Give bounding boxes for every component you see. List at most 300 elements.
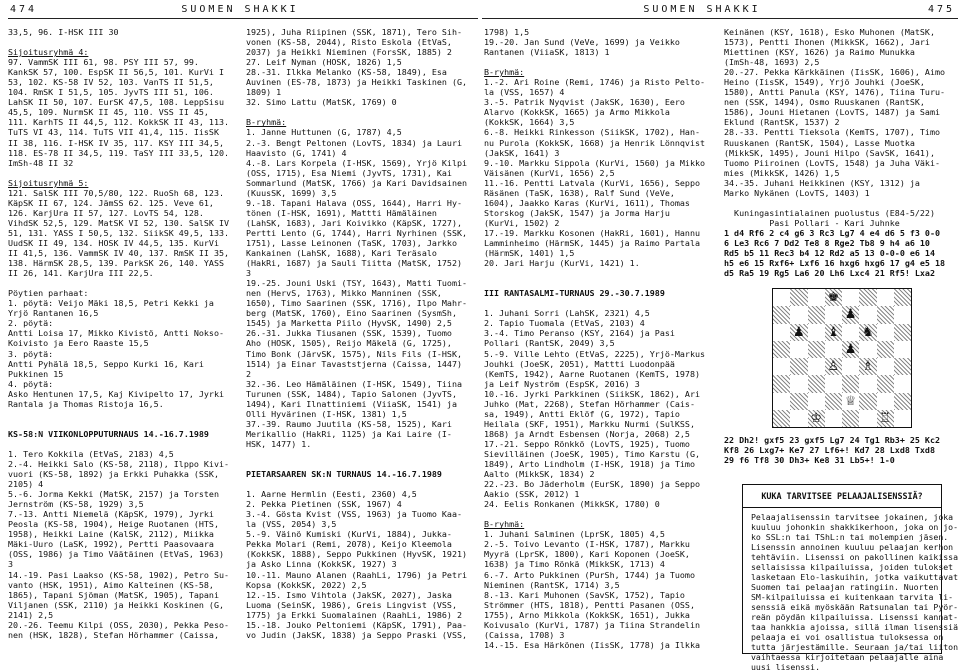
- text-line: 1580), Antti Panula (KSY, 1476), Tiina Turu-: [724, 87, 946, 98]
- text-line: 2.-3. Bengt Peltonen (LovTS, 1834) ja Lauri: [246, 137, 463, 148]
- text-line: ja Asko Linna (KokkSK, 1927) 3: [246, 559, 397, 570]
- game-moves-continued: [724, 435, 958, 469]
- text-line: Jernström (KS-58, 1929) 3,5: [8, 499, 144, 510]
- text-line: 1494), Kari Ilnattiniemi (ViiaSK, 1541) ja: [246, 398, 457, 409]
- text-line: 1751), Lasse Leinonen (TaSK, 1703), Jarkko: [246, 237, 457, 248]
- text-line: [8, 278, 234, 288]
- text-line: 2037) ja Heikki Nieminen (ForsSK, 1885) 2: [246, 47, 452, 58]
- left-running-title: SUOMEN SHAKKI: [181, 4, 299, 15]
- text-line: Timo Bonk (JärvSK, 1575), Nils Fils (I-HSK,: [246, 348, 463, 359]
- text-line: Pollari (RantSK, 2049) 3,5: [484, 338, 615, 349]
- chess-square: [773, 306, 790, 323]
- text-line: 6 Le3 Rc6 7 Dd2 Te8 8 Rge2 Tb8 9 h4 a6 10: [724, 237, 930, 248]
- text-line: II 38, 116. I-HSK IV 35, 117. KSY III 34,5,: [8, 137, 225, 148]
- chess-square: [859, 306, 876, 323]
- chess-square: [877, 324, 894, 341]
- text-line: 97. VammSK III 61, 98. PSY III 57, 99.: [8, 57, 199, 68]
- text-line: (HakRi, 1687) ja Sauli Tiitta (MatSK, 1752): [246, 258, 463, 269]
- chess-diagram: [772, 288, 912, 428]
- text-line: nen (SSK, 1494), Osmo Ruuskanen (RantSK,: [724, 97, 925, 108]
- text-line: [246, 479, 476, 489]
- text-line: [484, 509, 712, 519]
- chess-square: [894, 358, 911, 375]
- text-line: 1.-2. Ari Roine (Remi, 1746) ja Risto Pelto-: [484, 77, 706, 88]
- text-line: II 26, 141. KarjUra III 22,5.: [8, 268, 154, 279]
- text-line: 2.-5. Toivo Levanto (I-HSK, 1787), Markku: [484, 539, 690, 550]
- notice-line: kuuluu johonkin shakkikerhoon, joka on jo-: [751, 522, 959, 532]
- text-line: Koivusalo (KurVi, 1787) ja Tiina Strandelin: [484, 619, 701, 630]
- text-line: 1650), Timo Saarinen (SSK, 1716), Ilpo Mahr-: [246, 298, 468, 309]
- text-line: Yrjö Rantanen 16,5: [8, 308, 99, 319]
- right-running-title: SUOMEN SHAKKI: [643, 4, 761, 15]
- text-line: Antti Loisa 17, Mikko Kivistö, Antti Nokso-: [8, 328, 225, 339]
- text-line: 1809) 1: [246, 87, 282, 98]
- text-line: Tuomo Piiroinen (LovTS, 1548) ja Juha Väki-: [724, 157, 941, 168]
- left-page: [0, 0, 480, 660]
- text-line: [246, 449, 476, 459]
- chess-square: [825, 410, 842, 427]
- chess-piece-square: ♗: [859, 358, 876, 375]
- text-line: 19.-20. Jan Sund (VeVe, 1699) ja Veikko: [484, 37, 680, 48]
- text-line: 51, 131. YASS I 50,5, 132. SiikSK 49,5, 133.: [8, 227, 230, 238]
- chess-square: [790, 358, 807, 375]
- right-page-number: 475: [928, 4, 956, 15]
- text-line: Peosla (KS-58, 1904), Heige Ruotanen (HTS,: [8, 519, 219, 530]
- text-line: 118. ES-78 II 34,5, 119. TaSY III 33,5, 120.: [8, 147, 230, 158]
- chess-square: [773, 341, 790, 358]
- text-line: Aakio (SSK, 2012) 1: [484, 489, 580, 500]
- text-line: berg (MatSK, 1760), Eino Saarinen (SysmSh,: [246, 308, 457, 319]
- text-line: Luoma (SeinSK, 1986), Greis Lingvist (VSS,: [246, 599, 457, 610]
- text-line: 29 f6 Tf8 30 Dh3+ Ke8 31 Lb5+! 1-0: [724, 455, 895, 466]
- text-line: 6.-8. Heikki Rinkesson (SiikSK, 1702), Han-: [484, 127, 701, 138]
- text-line: Antti Pyhälä 18,5, Seppo Kurki 16, Kari: [8, 358, 204, 369]
- chess-square: [773, 410, 790, 427]
- chess-piece-square: ♚: [825, 289, 842, 306]
- text-line: [246, 459, 476, 469]
- text-line: Asko Hentunen 17,5, Kaj Kivipelto 17, Jyrki: [8, 388, 225, 399]
- text-line: 1573), Pentti Ihonen (MikkSK, 1662), Jari: [724, 37, 930, 48]
- text-line: 28.-31. Ilkka Melanko (KS-58, 1849), Esa: [246, 67, 447, 78]
- text-line: 121. SalSK III 70,5/80, 122. RuoSh 68, 123.: [8, 187, 225, 198]
- text-line: 1. Aarne Hermlin (Eesti, 2360) 4,5: [246, 489, 417, 500]
- text-line: 34.-35. Juhani Heikkinen (KSY, 1312) ja: [724, 177, 920, 188]
- text-line: Väisänen (KurVi, 1656) 2,5: [484, 167, 615, 178]
- chess-square: [894, 324, 911, 341]
- text-line: Rantala ja Thomas Ristoja 16,5.: [8, 398, 164, 409]
- text-line: (KokkSK, 1664) 3,5: [484, 117, 575, 128]
- chess-square: [877, 306, 894, 323]
- text-line: 1604), Jaakko Karas (KurVi, 1611), Thomas: [484, 197, 690, 208]
- text-line: 9.-10. Markku Sippola (KurVi, 1560) ja Mikko: [484, 157, 706, 168]
- text-line: vuori (KS-58, 1892) ja Erkki Puhakka (SSK,: [8, 469, 219, 480]
- chess-piece-square: ♙: [825, 358, 842, 375]
- text-line: 15.-18. Jouko Peltoniemi (KäpSK, 1791), Paa-: [246, 619, 468, 630]
- chess-square: [790, 341, 807, 358]
- text-line: Aho (HOSK, 1505), Reijo Mäkelä (G, 1725),: [246, 338, 452, 349]
- text-line: Juhko (Mat, 2268), Stefan Hörhammer (Cais-: [484, 398, 695, 409]
- text-line: Aalto (MikkSK, 1834) 2: [484, 469, 595, 480]
- notice-line: ko SSL:n tai TShL:n tai molempien jäsen.: [751, 532, 949, 542]
- text-line: h5 e6 15 Rxf6+ Lxf6 16 hxg6 hxg6 17 g4 e5 18: [724, 258, 946, 269]
- chess-square: [894, 410, 911, 427]
- text-line: Mäki-Uuro (LaSK, 1992), Pertti Paasovaara: [8, 539, 214, 550]
- chess-square: [842, 410, 859, 427]
- text-line: (HärmSK, 1401) 1,5: [484, 248, 575, 259]
- text-line: la (VSS, 1657) 4: [484, 87, 565, 98]
- notice-line: tehtäviin. Lisenssi on pakollinen kaikissa: [751, 552, 959, 562]
- text-line: Sommarlund (MatSK, 1766) ja Kari Davidsainen: [246, 177, 468, 188]
- text-line: KankSK 57, 100. EspSK II 56,5, 101. KurVi I: [8, 67, 225, 78]
- text-line: Nieminen (RantSK, 1714) 3,5: [484, 579, 620, 590]
- text-line: 3: [246, 268, 252, 279]
- notice-line: Suomen tai pelaajan ratingiin. Nuorten: [751, 582, 939, 592]
- notice-line: Pelaajalisenssin tarvitsee jokainen, joka: [751, 512, 954, 522]
- text-line: 33,5, 96. I-HSK III 30: [8, 27, 119, 37]
- text-line: (KurVi, 1502) 2: [484, 217, 560, 228]
- text-line: Rantanen (ViiaSK, 1813) 1: [484, 47, 610, 58]
- chess-piece-square: ♝: [825, 324, 842, 341]
- text-line: 5.-9. Ville Lehto (EtVaS, 2225), Yrjö-Markus: [484, 348, 706, 359]
- text-line: (KemTS, 1942), Aarne Ruotanen (KemTS, 1978): [484, 368, 701, 379]
- text-line: (LahSK, 1683), Jari Koivikko (KäpSK, 1727),: [246, 217, 463, 228]
- chess-square: [790, 393, 807, 410]
- text-line: 11.-16. Pentti Latvala (KurVi, 1656), Seppo: [484, 177, 701, 188]
- text-line: Sijoitusryhmä 4:: [8, 47, 89, 58]
- text-line: III RANTASALMI-TURNAUS 29.-30.7.1989: [484, 288, 665, 299]
- text-line: 111. KarhTS II 44,5, 112. KokkSK II 43, 113.: [8, 117, 230, 128]
- chess-square: [773, 375, 790, 392]
- text-line: Räsänen (TaSK, 1638), Ralf Sund (VeVe,: [484, 187, 675, 198]
- text-line: [8, 168, 234, 178]
- chess-square: [773, 393, 790, 410]
- text-line: [8, 419, 234, 429]
- text-line: Merikallio (HakRi, 1125) ja Kai Laire (I-: [246, 428, 452, 439]
- text-line: 20. Jari Harju (KurVi, 1421) 1.: [484, 258, 640, 269]
- chess-square: [808, 341, 825, 358]
- chess-square: [825, 341, 842, 358]
- left-header-rule: [8, 18, 478, 19]
- left-column-1: [8, 27, 234, 655]
- text-line: 10.-16. Jyrki Parkkinen (SiikSK, 1862), Ari: [484, 388, 701, 399]
- text-line: Pukkinen 15: [8, 368, 64, 379]
- text-line: Miettinen (KSY, 1626) ja Raimo Munukka: [724, 47, 915, 58]
- text-line: Kuningasintialainen puolustus (E84-5/22): [724, 207, 935, 218]
- text-line: 3.-4. Timo Peranso (KSY, 2164) ja Pasi: [484, 328, 675, 339]
- chess-square: [894, 306, 911, 323]
- chess-piece-square: ♖: [877, 410, 894, 427]
- chess-square: [808, 393, 825, 410]
- notice-body: [743, 512, 959, 672]
- text-line: (OSS, 1986) ja Timo Väätäinen (EtVaS, 1963): [8, 549, 225, 560]
- text-line: 1755), Arno Mikkola (KokkSK, 1651), Jukka: [484, 609, 690, 620]
- text-line: 17.-21. Seppo Rönkkö (LovTS, 1925), Tuomo: [484, 438, 690, 449]
- text-line: 10.-11. Mauno Alanen (RaahLi, 1796) ja Petri: [246, 569, 468, 580]
- text-line: 3.-4. Gösta Kvist (VSS, 1963) ja Tuomo Kaa-: [246, 509, 463, 520]
- license-notice-box: [742, 484, 959, 672]
- text-line: B-ryhmä:: [484, 519, 525, 530]
- text-line: Lamminheimo (HärmSK, 1445) ja Raimo Partala: [484, 237, 701, 248]
- text-line: Storskog (JakSK, 1547) ja Jorma Harju: [484, 207, 670, 218]
- text-line: II 41,5, 136. VammSK IV 40, 137. RmSK II 35,: [8, 248, 230, 259]
- text-line: 4. pöytä:: [8, 378, 54, 389]
- text-line: 1638) ja Timo Rönkä (MikkSK, 1713) 4: [484, 559, 665, 570]
- notice-line: reän pöydän kilpailuissa. Lisenssi kannat-: [751, 612, 959, 622]
- text-line: Auvinen (ES-78, 1873) ja Heikki Taskinen (G,: [246, 77, 468, 88]
- text-line: 1. Janne Huttunen (G, 1787) 4,5: [246, 127, 402, 138]
- text-line: 6.-7. Arto Pukkinen (PurSh, 1744) ja Tuomo: [484, 569, 695, 580]
- chess-square: [859, 393, 876, 410]
- chess-piece-square: ♟: [842, 306, 859, 323]
- text-line: 2. Pekka Pietinen (SSK, 1967) 4: [246, 499, 402, 510]
- chess-piece-square: ♟: [842, 341, 859, 358]
- text-line: 3. pöytä:: [8, 348, 54, 359]
- text-line: [8, 439, 234, 449]
- chess-square: [808, 375, 825, 392]
- text-line: Kf8 26 Lxg7+ Ke7 27 Lf6+! Kd7 28 Lxd8 Txd8: [724, 445, 935, 456]
- notice-line: taa hankkia ajoissa, sillä ilman lisenssiä: [751, 622, 959, 632]
- text-line: Viljanen (SSK, 2110) ja Heikki Koskinen (G,: [8, 599, 225, 610]
- text-line: 19.-25. Jouni Uski (TSY, 1643), Matti Tuomi-: [246, 278, 468, 289]
- text-line: (OSS, 1715), Esa Niemi (JyvTS, 1731), Kai: [246, 167, 452, 178]
- text-line: 53, 102. KS-58 IV 52, 103. VanTS II 51,5,: [8, 77, 214, 88]
- text-line: B-ryhmä:: [246, 117, 287, 128]
- text-line: Jouhki (JoeSK, 2051), Mattti Luodonpää: [484, 358, 675, 369]
- text-line: 27. Leif Nyman (HOSK, 1826) 1,5: [246, 57, 402, 68]
- text-line: 7.-13. Antti Niemelä (KäpSK, 1979), Jyrki: [8, 509, 214, 520]
- notice-line: senssiä eikä myöskään Ratsunalan tai Pyör-: [751, 602, 959, 612]
- text-line: 12.-15. Ismo Vihtola (JakSK, 2027), Jaska: [246, 589, 452, 600]
- text-line: [8, 37, 234, 47]
- text-line: 14.-15. Esa Härkönen (IisSK, 1778) ja Ilkka: [484, 639, 701, 650]
- text-line: 1798) 1,5: [484, 27, 530, 37]
- text-line: 9.-18. Tapani Halava (OSS, 1644), Harri Hy-: [246, 197, 463, 208]
- text-line: 32.-36. Leo Hämäläinen (I-HSK, 1549), Tiina: [246, 378, 463, 389]
- text-line: 2. pöytä:: [8, 318, 54, 329]
- text-line: ja Leif Nyström (EspSK, 2016) 3: [484, 378, 640, 389]
- chess-piece-square: ♞: [859, 324, 876, 341]
- text-line: 1868) ja Arndt Esbensen (Norja, 2068) 2,5: [484, 428, 690, 439]
- chess-square: [859, 375, 876, 392]
- text-line: nu Purola (KokkSK, 1668) ja Henrik Lönnqvist: [484, 137, 706, 148]
- text-line: (KokkSK, 1888), Seppo Pukkinen (HyvSK, 1921): [246, 549, 468, 560]
- text-line: Strömmer (HTS, 1818), Pentti Pasanen (OSS,: [484, 599, 695, 610]
- text-line: (Caissa, 1708) 3: [484, 629, 565, 640]
- text-line: Heino (IisSK, 1549), Yrjö Jouhki (JoeSK,: [724, 77, 925, 88]
- notice-line: pelaaja ei voi osallistua tuloksessa on: [751, 632, 944, 642]
- text-line: Keinänen (KSY, 1618), Esko Muhonen (MatSK,: [724, 27, 935, 37]
- chess-square: [773, 358, 790, 375]
- text-line: tönen (I-HSK, 1691), Mattti Hämäläinen: [246, 207, 437, 218]
- text-line: 24. Eelis Ronkanen (MikkSK, 1780) 0: [484, 499, 660, 510]
- text-line: 5.-6. Jorma Kekki (MatSK, 2157) ja Torsten: [8, 489, 219, 500]
- text-line: 4.-8. Lars Korpela (I-HSK, 1569), Yrjö Kilpi: [246, 157, 468, 168]
- text-line: la (VSS, 2054) 3,5: [246, 519, 337, 530]
- text-line: Kankainen (LahSK, 1688), Kari Teräsalo: [246, 248, 437, 259]
- chess-piece-square: ♕: [844, 393, 857, 409]
- text-line: 1. Juhani Salminen (LprSK, 1805) 4,5: [484, 529, 665, 540]
- notice-line: lasketaan Elo-laskuihin, jotka vaikuttavat: [751, 572, 959, 582]
- text-line: 17.-19. Markku Kosonen (HakRi, 1601), Hannu: [484, 227, 701, 238]
- text-line: 1545) ja Marketta Piilo (HyvSK, 1490) 2,5: [246, 318, 452, 329]
- text-line: vanto (HSK, 1951), Aimo Kalteinen (KS-58,: [8, 579, 214, 590]
- text-line: Pekka Molari (Remi, 2078), Keijo Kleemola: [246, 539, 452, 550]
- chess-square: [894, 393, 911, 410]
- text-line: 1514) ja Einar Tavaststjerna (Caissa, 1447): [246, 358, 463, 369]
- chess-square: [842, 375, 859, 392]
- chess-square: [825, 375, 842, 392]
- text-line: Turunen (SSK, 1484), Tapio Salonen (JyvTS,: [246, 388, 457, 399]
- chess-square: [859, 341, 876, 358]
- text-line: Pertti Lento (G, 1744), Harri Nyrhinen (SSK,: [246, 227, 468, 238]
- notice-title: KUKA TARVITSEE PELAAJALISENSSIÄ?: [761, 491, 923, 501]
- text-line: Koivisto ja Eero Raaste 15,5: [8, 338, 149, 349]
- chess-square: [808, 306, 825, 323]
- text-line: 1586), Jouni Hietanen (LovTS, 1487) ja Sami: [724, 107, 941, 118]
- chess-square: [842, 289, 859, 306]
- text-line: 1958), Heikki Laine (KalSK, 2112), Miikka: [8, 529, 214, 540]
- left-page-number: 474: [10, 4, 38, 15]
- text-line: 3.-5. Patrik Nyqvist (JakSK, 1630), Eero: [484, 97, 685, 108]
- text-line: [484, 268, 712, 278]
- text-line: vonen (KS-58, 2044), Risto Eskola (EtVaS,: [246, 37, 452, 48]
- chess-square: [894, 375, 911, 392]
- chess-piece-square: ♟: [790, 324, 807, 341]
- text-line: 20.-27. Pekka Kärkkäinen (IisSK, 1606), Aimo: [724, 67, 946, 78]
- text-line: [246, 107, 476, 117]
- text-line: B-ryhmä:: [484, 67, 525, 78]
- right-column-1: [484, 27, 712, 655]
- text-line: nen (HervS, 1763), Mikko Manninen (SSK,: [246, 288, 442, 299]
- text-line: 2: [246, 368, 252, 379]
- text-line: 104. RmSK I 51,5, 105. JyvTS III 51, 106.: [8, 87, 214, 98]
- text-line: nen (HSK, 1828), Stefan Hörhammer (Caissa,: [8, 629, 219, 640]
- text-line: 1849), Arto Lindholm (I-HSK, 1918) ja Timo: [484, 459, 695, 470]
- text-line: 28.-33. Pentti Tieksola (KemTS, 1707), Timo: [724, 127, 941, 138]
- right-column-2-top: [724, 27, 958, 283]
- chess-square: [859, 410, 876, 427]
- text-line: 22 Dh2! gxf5 23 gxf5 Lg7 24 Tg1 Rb3+ 25 Kc2: [724, 435, 941, 445]
- text-line: 1775) ja Erkki Suomalainen (RaahLi, 1986) 2: [246, 609, 463, 620]
- chess-square: [773, 289, 790, 306]
- text-line: ImSh-48 II 32: [8, 157, 74, 168]
- chess-square: [790, 410, 807, 427]
- chess-square: [808, 358, 825, 375]
- text-line: d5 Ra5 19 Rg5 La6 20 Lh6 Lxc4 21 Rf5! Lxa2: [724, 268, 935, 279]
- text-line: 1. Tero Kokkila (EtVaS, 2183) 4,5: [8, 448, 174, 459]
- notice-line: sellaisissa kilpailuissa, joiden tulokset: [751, 562, 954, 572]
- text-line: [484, 278, 712, 288]
- chess-square: [859, 289, 876, 306]
- notice-divider: [743, 507, 941, 508]
- chess-square: [877, 393, 894, 410]
- text-line: UudSK II 49, 134. HOSK IV 44,5, 135. KurVi: [8, 237, 219, 248]
- text-line: Haavisto (G, 1741) 4: [246, 147, 347, 158]
- text-line: Sijoitusryhmä 5:: [8, 177, 89, 188]
- text-line: (KuusSK, 1699) 3,5: [246, 187, 337, 198]
- chess-square: [877, 289, 894, 306]
- text-line: Ruuskanen (RantSK, 1504), Lasse Muotka: [724, 137, 915, 148]
- text-line: 1925), Juha Riipinen (SSK, 1871), Tero Sih-: [246, 27, 463, 37]
- text-line: PIETARSAAREN SK:N TURNAUS 14.-16.7.1989: [246, 469, 442, 480]
- chess-square: [808, 289, 825, 306]
- text-line: 2141) 2,5: [8, 609, 54, 620]
- text-line: (JakSK, 1641) 3: [484, 147, 560, 158]
- notice-line: uusi lisenssi.: [751, 662, 821, 672]
- notice-line: tutta järjestämille. Seuraan ja/tai liiton: [751, 642, 959, 652]
- text-line: 138. HärmSK 28,5, 139. ParkSK 26, 140. YASS: [8, 258, 225, 269]
- chess-square: [773, 324, 790, 341]
- text-line: 1865), Tapani Sjöman (MatSK, 1905), Tapani: [8, 589, 219, 600]
- text-line: (ImSh-48, 1693) 2,5: [724, 57, 820, 68]
- notice-line: vaihtaessa kirjoitetaan pelaajalle aina: [751, 652, 944, 662]
- text-line: [484, 298, 712, 308]
- text-line: sa, 1949), Antti Eklöf (G, 1972), Tapio: [484, 408, 680, 419]
- chess-square: [877, 341, 894, 358]
- text-line: 37.-39. Raumo Juutila (KS-58, 1525), Kari: [246, 418, 452, 429]
- text-line: LahSK II 50, 107. EurSK 47,5, 108. LeppSisu: [8, 97, 225, 108]
- text-line: Sievilläinen (JoeSK, 1905), Timo Karstu (G,: [484, 448, 701, 459]
- text-line: 14.-19. Pasi Laakso (KS-58, 1902), Petro Su-: [8, 569, 230, 580]
- left-column-2: [246, 27, 476, 655]
- chess-square: [808, 324, 825, 341]
- chess-square: [877, 375, 894, 392]
- text-line: mies (MikkSK, 1426) 1,5: [724, 167, 840, 178]
- text-line: KäpSK II 67, 124. JämSS 62. 125. Veve 61,: [8, 197, 214, 208]
- chess-square: [825, 306, 842, 323]
- text-line: Alarvo (KokkSK, 1665) ja Armo Mikkola: [484, 107, 670, 118]
- text-line: HSK, 1477) 1.: [246, 438, 312, 449]
- text-line: [484, 57, 712, 67]
- text-line: 8.-13. Kari Muhonen (SavSK, 1752), Tapio: [484, 589, 685, 600]
- text-line: [8, 409, 234, 419]
- text-line: 126. KarjUra II 57, 127. LovTS 54, 128.: [8, 207, 204, 218]
- chess-square: [842, 324, 859, 341]
- text-line: VihdSK 52,5, 129. MatSK VI 52, 130. SalSK IV: [8, 217, 230, 228]
- right-header-rule: [482, 18, 958, 19]
- text-line: Heilala (SKF, 1951), Markku Nurmi (SulKSS,: [484, 418, 695, 429]
- text-line: 2. Tapio Tuomala (EtVaS, 2103) 4: [484, 318, 645, 329]
- text-line: Olli Hyvärinen (I-HSK, 1381) 1,5: [246, 408, 407, 419]
- text-line: 22.-23. Bo Jäderholm (EurSK, 1890) ja Seppo: [484, 479, 701, 490]
- text-line: 32. Simo Lattu (MatSK, 1769) 0: [246, 97, 397, 108]
- chess-square: [842, 358, 859, 375]
- text-line: 45,5, 109. NurmSK II 45, 110. VSS II 45,: [8, 107, 209, 118]
- text-line: 3: [8, 559, 14, 570]
- text-line: 2.-4. Heikki Salo (KS-58, 2118), Ilppo Kivi-: [8, 459, 230, 470]
- chess-square: [894, 289, 911, 306]
- text-line: Pöytien parhaat:: [8, 288, 89, 299]
- text-line: 1. Juhani Sorri (LahSK, 2321) 4,5: [484, 308, 650, 319]
- chess-square: [790, 306, 807, 323]
- text-line: 5.-9. Väinö Kumiski (KurVi, 1884), Jukka-: [246, 529, 452, 540]
- text-line: 2105) 4: [8, 479, 44, 490]
- text-line: [724, 198, 958, 208]
- text-line: 20.-26. Teemu Kilpi (OSS, 2030), Pekka Peso-: [8, 619, 230, 630]
- text-line: Marko Nykänen (LovTS, 1403) 1: [724, 187, 870, 198]
- text-line: Kopsa (KokkSK, 2022) 2,5: [246, 579, 367, 590]
- right-page: [482, 0, 960, 672]
- notice-line: Lisenssin annoinen kuuluu pelaajan kerhon: [751, 542, 954, 552]
- chess-square: [790, 375, 807, 392]
- text-line: Pasi Pollari - Kari Juhnke: [724, 217, 900, 228]
- chess-square: [877, 358, 894, 375]
- notice-line: SM-kilpailuissa ei kuitenkaan tarvita li-: [751, 592, 954, 602]
- chess-square: [790, 289, 807, 306]
- text-line: 1. pöytä: Veijo Mäki 18,5, Petri Kekki ja: [8, 298, 214, 309]
- chess-square: [894, 341, 911, 358]
- chess-piece-square: ♔: [808, 410, 825, 427]
